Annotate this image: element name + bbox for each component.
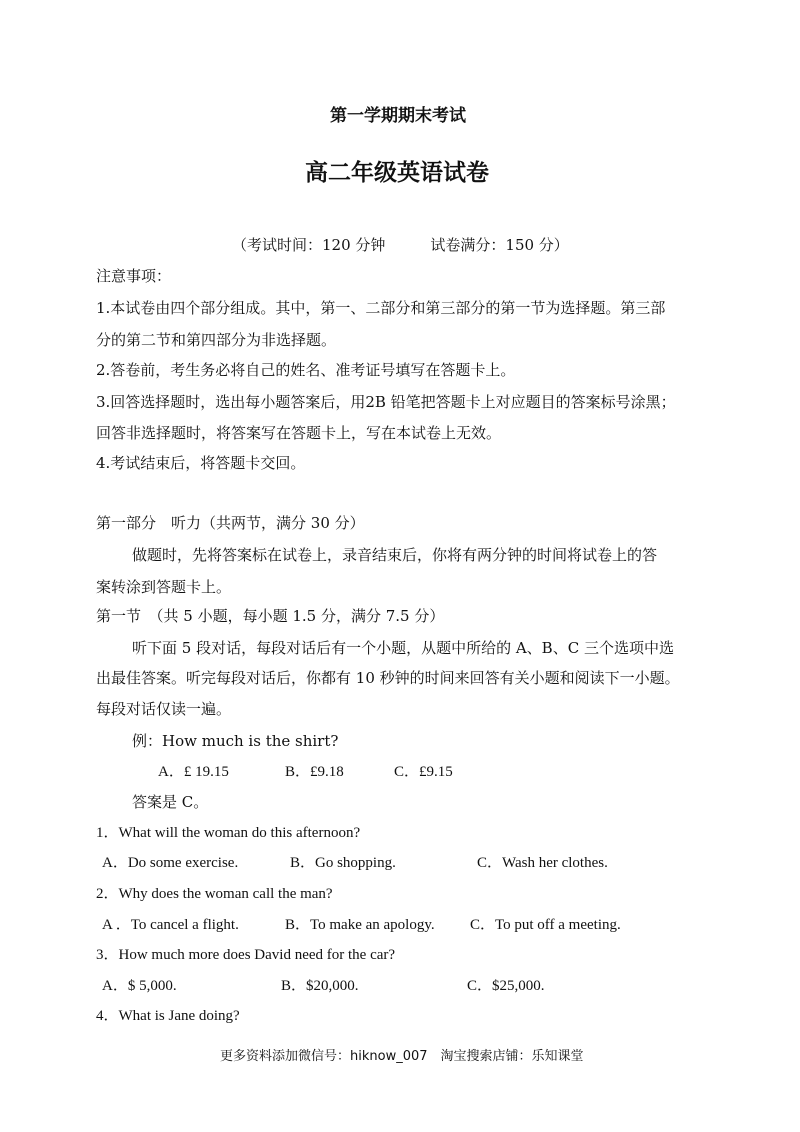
question-1-option-b: B．Go shopping. [290, 855, 396, 871]
exam-semester-title: 第一学期期末考试 [330, 106, 466, 126]
section1-intro-line: 听下面 5 段对话，每段对话后有一个小题，从题中所给的 A、B、C 三个选项中选 [132, 639, 674, 657]
note-line: 1.本试卷由四个部分组成。其中，第一、二部分和第三部分的第一节为选择题。第三部 [96, 299, 666, 317]
note-line: 3.回答选择题时，选出每小题答案后，用2B 铅笔把答题卡上对应题目的答案标号涂黑； [96, 393, 676, 411]
example-answer: 答案是 C。 [132, 793, 209, 811]
question-3-option-a: A．$ 5,000. [102, 978, 177, 994]
question-1-option-a: A．Do some exercise. [102, 855, 239, 871]
question-2-option-c: C．To put off a meeting. [470, 917, 621, 933]
question-3-option-c: C．$25,000. [467, 978, 545, 994]
note-line: 4.考试结束后，将答题卡交回。 [96, 454, 306, 472]
note-line: 回答非选择题时，将答案写在答题卡上，写在本试卷上无效。 [96, 424, 502, 442]
example-option-b: B．£9.18 [285, 764, 344, 780]
question-2-option-a: A ．To cancel a flight. [102, 917, 239, 933]
question-1-option-c: C．Wash her clothes. [477, 855, 608, 871]
part1-intro-line: 案转涂到答题卡上。 [96, 578, 232, 596]
example-option-a: A．£ 19.15 [158, 764, 229, 780]
question-1: 1．What will the woman do this afternoon? [96, 825, 361, 841]
example-option-c: C．£9.15 [394, 764, 453, 780]
note-line: 分的第二节和第四部分为非选择题。 [96, 331, 337, 349]
question-3: 3．How much more does David need for the car? [96, 947, 396, 963]
exam-paper-title: 高二年级英语试卷 [305, 159, 489, 186]
section1-intro-line: 每段对话仅读一遍。 [96, 700, 232, 718]
example-question: 例：How much is the shirt? [132, 732, 339, 750]
page-footer: 更多资料添加微信号：hiknow_007 淘宝搜索店铺：乐知课堂 [220, 1049, 584, 1064]
question-4: 4．What is Jane doing? [96, 1008, 240, 1024]
note-line: 2.答卷前，考生务必将自己的姓名、准考证号填写在答题卡上。 [96, 361, 516, 379]
question-2: 2．Why does the woman call the man? [96, 886, 333, 902]
section1-intro-line: 出最佳答案。听完每段对话后，你都有 10 秒钟的时间来回答有关小题和阅读下一小题。 [96, 669, 680, 687]
exam-info: （考试时间：120 分钟 试卷满分：150 分） [232, 236, 569, 254]
section1-heading: 第一节 （共 5 小题，每小题 1.5 分，满分 7.5 分） [96, 607, 445, 625]
notes-heading: 注意事项： [96, 267, 172, 285]
part1-heading: 第一部分 听力（共两节，满分 30 分） [96, 514, 365, 532]
part1-intro-line: 做题时，先将答案标在试卷上，录音结束后，你将有两分钟的时间将试卷上的答 [132, 546, 658, 564]
question-2-option-b: B．To make an apology. [285, 917, 435, 933]
question-3-option-b: B．$20,000. [281, 978, 359, 994]
